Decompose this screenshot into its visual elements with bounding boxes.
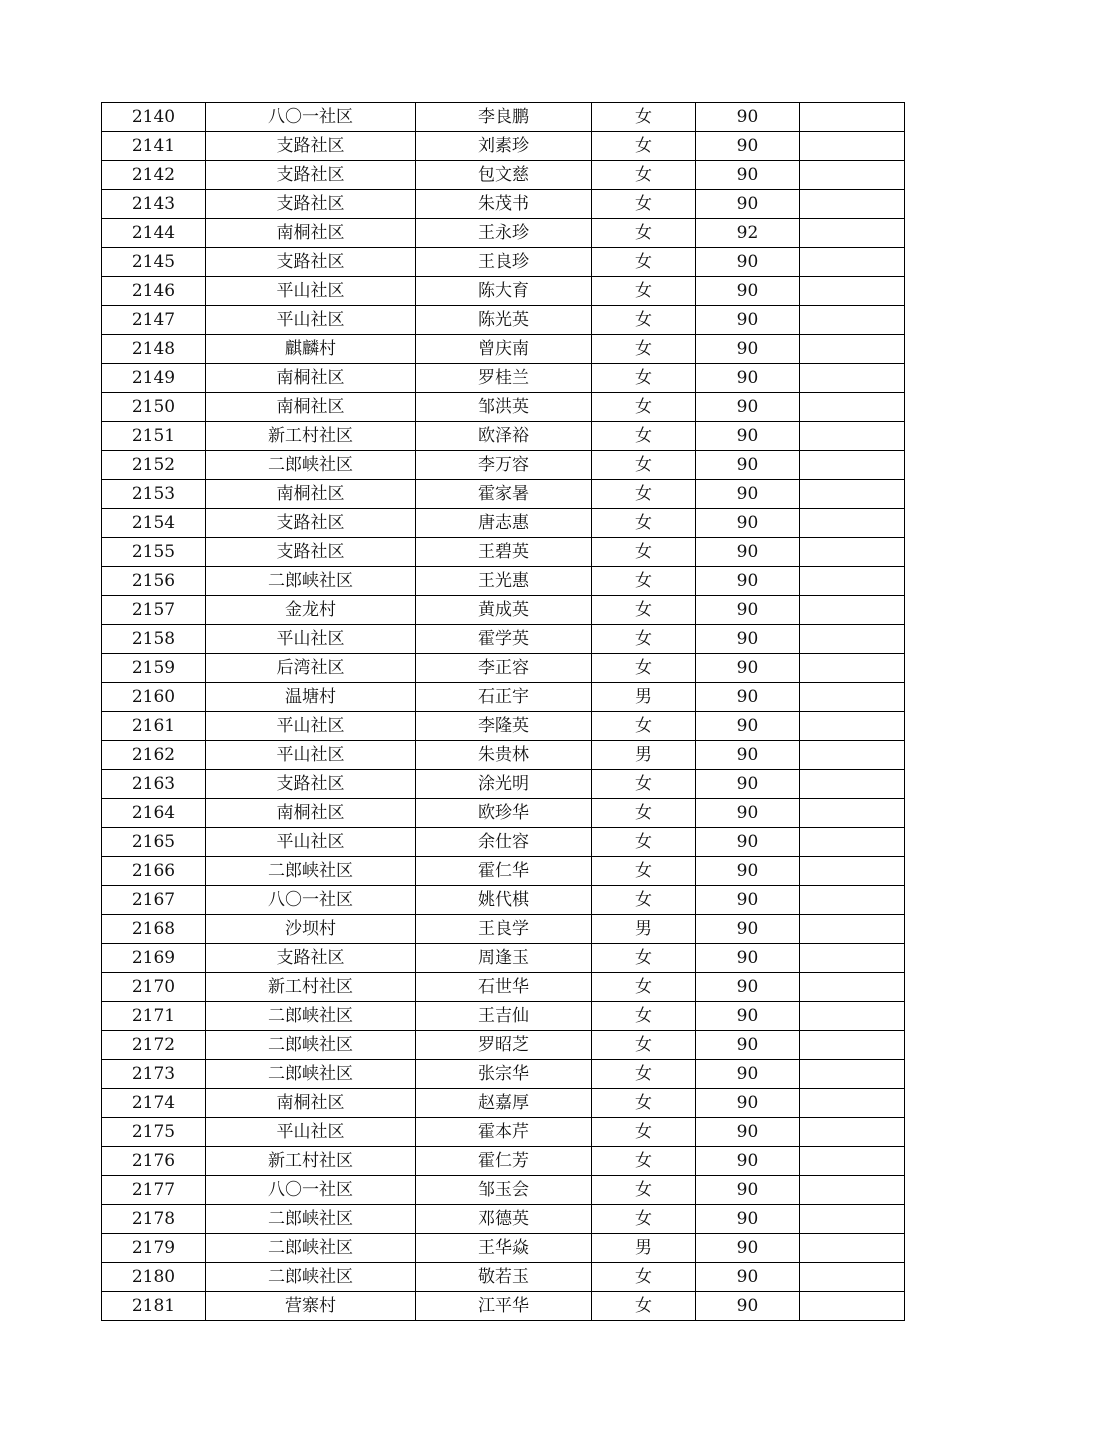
age-cell: 90	[696, 1205, 800, 1234]
age-cell: 90	[696, 132, 800, 161]
gender-cell: 女	[592, 654, 696, 683]
name-cell: 霍本芹	[416, 1118, 592, 1147]
name-cell: 江平华	[416, 1292, 592, 1321]
name-cell: 刘素珍	[416, 132, 592, 161]
table-row	[102, 944, 905, 973]
note-cell	[800, 944, 905, 973]
community-cell: 平山社区	[206, 741, 416, 770]
age-cell: 92	[696, 219, 800, 248]
name-cell: 石正宇	[416, 683, 592, 712]
row-number: 2174	[102, 1089, 206, 1118]
note-cell	[800, 596, 905, 625]
note-cell	[800, 103, 905, 132]
community-cell: 二郎峡社区	[206, 451, 416, 480]
row-number: 2143	[102, 190, 206, 219]
age-cell: 90	[696, 1060, 800, 1089]
age-cell: 90	[696, 277, 800, 306]
community-cell: 南桐社区	[206, 1089, 416, 1118]
row-number: 2142	[102, 161, 206, 190]
row-number: 2173	[102, 1060, 206, 1089]
note-cell	[800, 1060, 905, 1089]
gender-cell: 女	[592, 219, 696, 248]
community-cell: 南桐社区	[206, 799, 416, 828]
name-cell: 李良鹏	[416, 103, 592, 132]
note-cell	[800, 712, 905, 741]
gender-cell: 女	[592, 1292, 696, 1321]
row-number: 2169	[102, 944, 206, 973]
name-cell: 霍学英	[416, 625, 592, 654]
age-cell: 90	[696, 538, 800, 567]
name-cell: 王永珍	[416, 219, 592, 248]
row-number: 2144	[102, 219, 206, 248]
name-cell: 王良珍	[416, 248, 592, 277]
row-number: 2145	[102, 248, 206, 277]
row-number: 2166	[102, 857, 206, 886]
community-cell: 金龙村	[206, 596, 416, 625]
row-number: 2172	[102, 1031, 206, 1060]
age-cell: 90	[696, 1292, 800, 1321]
community-cell: 沙坝村	[206, 915, 416, 944]
gender-cell: 女	[592, 625, 696, 654]
community-cell: 南桐社区	[206, 219, 416, 248]
age-cell: 90	[696, 190, 800, 219]
gender-cell: 女	[592, 451, 696, 480]
table-row	[102, 306, 905, 335]
row-number: 2146	[102, 277, 206, 306]
table-row	[102, 886, 905, 915]
note-cell	[800, 161, 905, 190]
name-cell: 朱贵林	[416, 741, 592, 770]
gender-cell: 女	[592, 828, 696, 857]
gender-cell: 女	[592, 596, 696, 625]
note-cell	[800, 857, 905, 886]
community-cell: 平山社区	[206, 712, 416, 741]
table-row	[102, 335, 905, 364]
table-row	[102, 1031, 905, 1060]
name-cell: 罗桂兰	[416, 364, 592, 393]
table-row	[102, 1147, 905, 1176]
table-row	[102, 770, 905, 799]
community-cell: 南桐社区	[206, 364, 416, 393]
age-cell: 90	[696, 596, 800, 625]
row-number: 2151	[102, 422, 206, 451]
gender-cell: 女	[592, 944, 696, 973]
table-row	[102, 422, 905, 451]
table-row	[102, 567, 905, 596]
table-row	[102, 1234, 905, 1263]
age-cell: 90	[696, 161, 800, 190]
table-row	[102, 857, 905, 886]
row-number: 2150	[102, 393, 206, 422]
gender-cell: 女	[592, 335, 696, 364]
age-cell: 90	[696, 683, 800, 712]
elderly-roster-table	[101, 102, 905, 1321]
gender-cell: 女	[592, 509, 696, 538]
age-cell: 90	[696, 1234, 800, 1263]
gender-cell: 女	[592, 567, 696, 596]
table-row	[102, 1089, 905, 1118]
table-row	[102, 915, 905, 944]
note-cell	[800, 1176, 905, 1205]
note-cell	[800, 915, 905, 944]
name-cell: 黄成英	[416, 596, 592, 625]
row-number: 2167	[102, 886, 206, 915]
name-cell: 王吉仙	[416, 1002, 592, 1031]
row-number: 2156	[102, 567, 206, 596]
note-cell	[800, 1089, 905, 1118]
gender-cell: 女	[592, 973, 696, 1002]
age-cell: 90	[696, 741, 800, 770]
gender-cell: 女	[592, 1031, 696, 1060]
name-cell: 周逢玉	[416, 944, 592, 973]
name-cell: 欧泽裕	[416, 422, 592, 451]
age-cell: 90	[696, 828, 800, 857]
note-cell	[800, 422, 905, 451]
name-cell: 王良学	[416, 915, 592, 944]
gender-cell: 女	[592, 538, 696, 567]
community-cell: 二郎峡社区	[206, 1205, 416, 1234]
row-number: 2149	[102, 364, 206, 393]
gender-cell: 女	[592, 103, 696, 132]
table-row	[102, 277, 905, 306]
community-cell: 二郎峡社区	[206, 1263, 416, 1292]
row-number: 2177	[102, 1176, 206, 1205]
age-cell: 90	[696, 770, 800, 799]
note-cell	[800, 1205, 905, 1234]
gender-cell: 女	[592, 1089, 696, 1118]
name-cell: 邹玉会	[416, 1176, 592, 1205]
note-cell	[800, 1292, 905, 1321]
community-cell: 八〇一社区	[206, 1176, 416, 1205]
age-cell: 90	[696, 248, 800, 277]
note-cell	[800, 393, 905, 422]
note-cell	[800, 799, 905, 828]
gender-cell: 女	[592, 422, 696, 451]
community-cell: 二郎峡社区	[206, 1002, 416, 1031]
community-cell: 支路社区	[206, 944, 416, 973]
name-cell: 欧珍华	[416, 799, 592, 828]
note-cell	[800, 1263, 905, 1292]
age-cell: 90	[696, 1089, 800, 1118]
gender-cell: 女	[592, 306, 696, 335]
note-cell	[800, 741, 905, 770]
note-cell	[800, 306, 905, 335]
name-cell: 李万容	[416, 451, 592, 480]
community-cell: 新工村社区	[206, 422, 416, 451]
name-cell: 霍家暑	[416, 480, 592, 509]
note-cell	[800, 567, 905, 596]
note-cell	[800, 480, 905, 509]
row-number: 2178	[102, 1205, 206, 1234]
age-cell: 90	[696, 1176, 800, 1205]
name-cell: 张宗华	[416, 1060, 592, 1089]
row-number: 2152	[102, 451, 206, 480]
row-number: 2179	[102, 1234, 206, 1263]
row-number: 2157	[102, 596, 206, 625]
name-cell: 朱茂书	[416, 190, 592, 219]
gender-cell: 女	[592, 132, 696, 161]
gender-cell: 女	[592, 1060, 696, 1089]
table-row	[102, 712, 905, 741]
gender-cell: 女	[592, 1002, 696, 1031]
community-cell: 八〇一社区	[206, 103, 416, 132]
age-cell: 90	[696, 335, 800, 364]
gender-cell: 女	[592, 277, 696, 306]
gender-cell: 女	[592, 161, 696, 190]
row-number: 2168	[102, 915, 206, 944]
community-cell: 支路社区	[206, 132, 416, 161]
community-cell: 支路社区	[206, 538, 416, 567]
name-cell: 王光惠	[416, 567, 592, 596]
community-cell: 新工村社区	[206, 1147, 416, 1176]
age-cell: 90	[696, 422, 800, 451]
age-cell: 90	[696, 1263, 800, 1292]
name-cell: 邓德英	[416, 1205, 592, 1234]
row-number: 2148	[102, 335, 206, 364]
age-cell: 90	[696, 451, 800, 480]
gender-cell: 男	[592, 741, 696, 770]
age-cell: 90	[696, 973, 800, 1002]
name-cell: 霍仁芳	[416, 1147, 592, 1176]
community-cell: 温塘村	[206, 683, 416, 712]
community-cell: 支路社区	[206, 161, 416, 190]
name-cell: 李正容	[416, 654, 592, 683]
row-number: 2175	[102, 1118, 206, 1147]
community-cell: 支路社区	[206, 770, 416, 799]
age-cell: 90	[696, 480, 800, 509]
gender-cell: 女	[592, 248, 696, 277]
row-number: 2171	[102, 1002, 206, 1031]
gender-cell: 女	[592, 770, 696, 799]
note-cell	[800, 1002, 905, 1031]
row-number: 2180	[102, 1263, 206, 1292]
row-number: 2176	[102, 1147, 206, 1176]
gender-cell: 女	[592, 1205, 696, 1234]
table-row	[102, 393, 905, 422]
note-cell	[800, 1234, 905, 1263]
community-cell: 支路社区	[206, 190, 416, 219]
row-number: 2170	[102, 973, 206, 1002]
note-cell	[800, 132, 905, 161]
age-cell: 90	[696, 915, 800, 944]
table-row	[102, 538, 905, 567]
name-cell: 姚代棋	[416, 886, 592, 915]
row-number: 2160	[102, 683, 206, 712]
gender-cell: 女	[592, 857, 696, 886]
gender-cell: 女	[592, 886, 696, 915]
note-cell	[800, 625, 905, 654]
age-cell: 90	[696, 364, 800, 393]
table-row	[102, 1176, 905, 1205]
table-row	[102, 973, 905, 1002]
name-cell: 罗昭芝	[416, 1031, 592, 1060]
name-cell: 王碧英	[416, 538, 592, 567]
name-cell: 陈大育	[416, 277, 592, 306]
note-cell	[800, 770, 905, 799]
name-cell: 王华焱	[416, 1234, 592, 1263]
row-number: 2154	[102, 509, 206, 538]
gender-cell: 女	[592, 799, 696, 828]
gender-cell: 女	[592, 1118, 696, 1147]
note-cell	[800, 654, 905, 683]
age-cell: 90	[696, 393, 800, 422]
gender-cell: 女	[592, 712, 696, 741]
community-cell: 平山社区	[206, 1118, 416, 1147]
gender-cell: 女	[592, 364, 696, 393]
row-number: 2153	[102, 480, 206, 509]
note-cell	[800, 364, 905, 393]
community-cell: 南桐社区	[206, 480, 416, 509]
table-row	[102, 219, 905, 248]
table-row	[102, 161, 905, 190]
row-number: 2161	[102, 712, 206, 741]
table-row	[102, 364, 905, 393]
row-number: 2159	[102, 654, 206, 683]
community-cell: 麒麟村	[206, 335, 416, 364]
community-cell: 八〇一社区	[206, 886, 416, 915]
community-cell: 新工村社区	[206, 973, 416, 1002]
gender-cell: 女	[592, 190, 696, 219]
table-row	[102, 625, 905, 654]
name-cell: 涂光明	[416, 770, 592, 799]
name-cell: 邹洪英	[416, 393, 592, 422]
table-row	[102, 132, 905, 161]
table-row	[102, 103, 905, 132]
row-number: 2163	[102, 770, 206, 799]
note-cell	[800, 190, 905, 219]
gender-cell: 男	[592, 683, 696, 712]
row-number: 2141	[102, 132, 206, 161]
community-cell: 支路社区	[206, 248, 416, 277]
gender-cell: 女	[592, 480, 696, 509]
community-cell: 二郎峡社区	[206, 1031, 416, 1060]
note-cell	[800, 219, 905, 248]
note-cell	[800, 973, 905, 1002]
roster-body	[102, 103, 905, 1321]
age-cell: 90	[696, 103, 800, 132]
gender-cell: 女	[592, 393, 696, 422]
name-cell: 敬若玉	[416, 1263, 592, 1292]
age-cell: 90	[696, 567, 800, 596]
community-cell: 平山社区	[206, 828, 416, 857]
table-row	[102, 1118, 905, 1147]
note-cell	[800, 828, 905, 857]
note-cell	[800, 538, 905, 567]
age-cell: 90	[696, 1031, 800, 1060]
table-row	[102, 1205, 905, 1234]
table-row	[102, 828, 905, 857]
community-cell: 营寨村	[206, 1292, 416, 1321]
community-cell: 平山社区	[206, 306, 416, 335]
community-cell: 平山社区	[206, 625, 416, 654]
community-cell: 二郎峡社区	[206, 857, 416, 886]
age-cell: 90	[696, 1002, 800, 1031]
name-cell: 石世华	[416, 973, 592, 1002]
name-cell: 赵嘉厚	[416, 1089, 592, 1118]
table-row	[102, 741, 905, 770]
community-cell: 南桐社区	[206, 393, 416, 422]
table-row	[102, 248, 905, 277]
name-cell: 唐志惠	[416, 509, 592, 538]
community-cell: 后湾社区	[206, 654, 416, 683]
note-cell	[800, 1118, 905, 1147]
name-cell: 余仕容	[416, 828, 592, 857]
table-row	[102, 654, 905, 683]
row-number: 2165	[102, 828, 206, 857]
note-cell	[800, 451, 905, 480]
gender-cell: 女	[592, 1176, 696, 1205]
row-number: 2158	[102, 625, 206, 654]
note-cell	[800, 248, 905, 277]
age-cell: 90	[696, 306, 800, 335]
note-cell	[800, 1031, 905, 1060]
age-cell: 90	[696, 857, 800, 886]
table-row	[102, 1292, 905, 1321]
age-cell: 90	[696, 886, 800, 915]
name-cell: 陈光英	[416, 306, 592, 335]
age-cell: 90	[696, 1118, 800, 1147]
table-row	[102, 1060, 905, 1089]
table-row	[102, 190, 905, 219]
row-number: 2147	[102, 306, 206, 335]
table-row	[102, 509, 905, 538]
age-cell: 90	[696, 1147, 800, 1176]
name-cell: 包文慈	[416, 161, 592, 190]
name-cell: 李隆英	[416, 712, 592, 741]
note-cell	[800, 509, 905, 538]
age-cell: 90	[696, 712, 800, 741]
note-cell	[800, 1147, 905, 1176]
row-number: 2181	[102, 1292, 206, 1321]
community-cell: 支路社区	[206, 509, 416, 538]
gender-cell: 女	[592, 1263, 696, 1292]
age-cell: 90	[696, 799, 800, 828]
table-row	[102, 480, 905, 509]
age-cell: 90	[696, 654, 800, 683]
name-cell: 曾庆南	[416, 335, 592, 364]
table-row	[102, 1002, 905, 1031]
community-cell: 二郎峡社区	[206, 567, 416, 596]
table-row	[102, 683, 905, 712]
row-number: 2162	[102, 741, 206, 770]
gender-cell: 男	[592, 915, 696, 944]
community-cell: 平山社区	[206, 277, 416, 306]
row-number: 2164	[102, 799, 206, 828]
age-cell: 90	[696, 944, 800, 973]
note-cell	[800, 886, 905, 915]
table-row	[102, 1263, 905, 1292]
table-row	[102, 799, 905, 828]
gender-cell: 女	[592, 1147, 696, 1176]
row-number: 2140	[102, 103, 206, 132]
name-cell: 霍仁华	[416, 857, 592, 886]
age-cell: 90	[696, 509, 800, 538]
table-row	[102, 596, 905, 625]
gender-cell: 男	[592, 1234, 696, 1263]
row-number: 2155	[102, 538, 206, 567]
age-cell: 90	[696, 625, 800, 654]
community-cell: 二郎峡社区	[206, 1060, 416, 1089]
note-cell	[800, 277, 905, 306]
table-row	[102, 451, 905, 480]
community-cell: 二郎峡社区	[206, 1234, 416, 1263]
note-cell	[800, 683, 905, 712]
note-cell	[800, 335, 905, 364]
